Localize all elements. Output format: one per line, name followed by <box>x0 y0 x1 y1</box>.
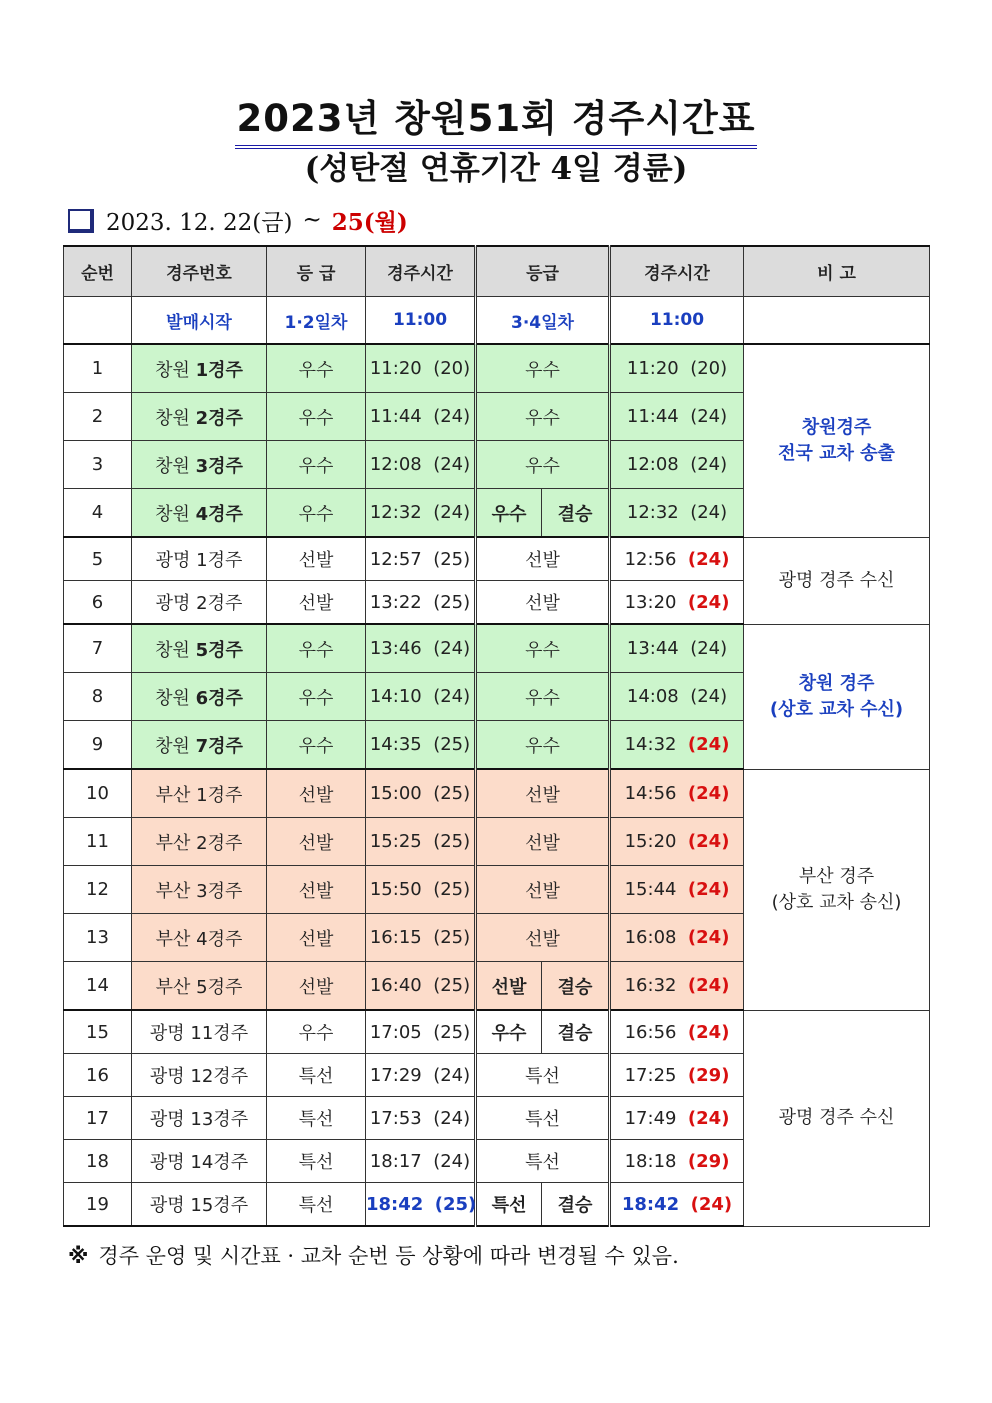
race-number: 창원 6경주 <box>132 673 267 721</box>
race-number: 창원 2경주 <box>132 393 267 441</box>
race-grade: 우수 <box>267 1010 366 1054</box>
race-number: 창원 7경주 <box>132 721 267 770</box>
row-order: 16 <box>64 1054 132 1097</box>
race-time: 15:50 (25) <box>366 866 476 914</box>
race-number: 창원 5경주 <box>132 624 267 673</box>
row-order: 13 <box>64 914 132 962</box>
race-grade-2: 특선 <box>476 1183 542 1227</box>
race-time-2: 18:42 (24) <box>610 1183 744 1227</box>
date-start: 2023. 12. 22(금) <box>106 209 293 236</box>
race-grade: 우수 <box>267 721 366 770</box>
table-row <box>64 344 930 393</box>
row-order: 11 <box>64 818 132 866</box>
table-row <box>64 624 930 673</box>
race-grade-2: 우수 <box>476 344 610 393</box>
race-grade-2: 특선 <box>476 1097 610 1140</box>
date-range <box>68 203 408 237</box>
header-grade-2: 등급 <box>476 246 610 297</box>
race-grade: 우수 <box>267 624 366 673</box>
race-time: 18:42 (25) <box>366 1183 476 1227</box>
row-order: 3 <box>64 441 132 489</box>
race-time-2: 13:20 (24) <box>610 581 744 625</box>
race-time: 17:29 (24) <box>366 1054 476 1097</box>
race-number: 부산 2경주 <box>132 818 267 866</box>
race-grade: 우수 <box>267 393 366 441</box>
race-number: 부산 3경주 <box>132 866 267 914</box>
race-time: 12:32 (24) <box>366 489 476 538</box>
table-row <box>64 769 930 818</box>
row-order: 8 <box>64 673 132 721</box>
race-time: 13:22 (25) <box>366 581 476 625</box>
race-number: 창원 3경주 <box>132 441 267 489</box>
remark-cell: 부산 경주 (상호 교차 송신) <box>744 769 930 1010</box>
remark-cell: 광명 경주 수신 <box>744 537 930 624</box>
remark-cell: 창원 경주 (상호 교차 수신) <box>744 624 930 769</box>
day-1-2: 1·2일차 <box>267 297 366 345</box>
race-number: 광명 11경주 <box>132 1010 267 1054</box>
page-subtitle: (성탄절 연휴기간 4일 경륜) <box>304 151 688 187</box>
time-1-2: 11:00 <box>366 297 476 345</box>
race-time: 14:10 (24) <box>366 673 476 721</box>
race-time-2: 11:44 (24) <box>610 393 744 441</box>
race-time: 12:08 (24) <box>366 441 476 489</box>
table-header-row <box>64 246 930 297</box>
row-order: 2 <box>64 393 132 441</box>
race-time: 17:53 (24) <box>366 1097 476 1140</box>
race-number: 창원 4경주 <box>132 489 267 538</box>
race-number: 창원 1경주 <box>132 344 267 393</box>
race-time-2: 16:32 (24) <box>610 962 744 1011</box>
table-row <box>64 537 930 581</box>
race-grade-2: 선발 <box>476 537 610 581</box>
race-number: 부산 1경주 <box>132 769 267 818</box>
race-grade-2: 우수 <box>476 393 610 441</box>
race-grade: 선발 <box>267 818 366 866</box>
race-time-2: 12:32 (24) <box>610 489 744 538</box>
remark-cell: 광명 경주 수신 <box>744 1010 930 1226</box>
race-time: 11:44 (24) <box>366 393 476 441</box>
race-grade-2: 우수 <box>476 489 542 538</box>
race-grade: 특선 <box>267 1183 366 1227</box>
header-grade: 등 급 <box>267 246 366 297</box>
race-grade: 특선 <box>267 1054 366 1097</box>
race-time: 16:40 (25) <box>366 962 476 1011</box>
row-order: 14 <box>64 962 132 1011</box>
row-order: 6 <box>64 581 132 625</box>
race-grade-2: 우수 <box>476 1010 542 1054</box>
race-time: 17:05 (25) <box>366 1010 476 1054</box>
header-time: 경주시간 <box>366 246 476 297</box>
row-order: 10 <box>64 769 132 818</box>
race-time-2: 16:08 (24) <box>610 914 744 962</box>
reference-mark-icon: ※ <box>68 1244 89 1268</box>
race-time-2: 17:25 (29) <box>610 1054 744 1097</box>
race-time: 14:35 (25) <box>366 721 476 770</box>
row-order: 7 <box>64 624 132 673</box>
final-badge: 결승 <box>542 962 610 1011</box>
race-grade: 우수 <box>267 489 366 538</box>
race-time-2: 16:56 (24) <box>610 1010 744 1054</box>
race-grade-2: 특선 <box>476 1140 610 1183</box>
race-grade-2: 우수 <box>476 673 610 721</box>
row-order: 15 <box>64 1010 132 1054</box>
time-3-4: 11:00 <box>610 297 744 345</box>
race-grade-2: 우수 <box>476 441 610 489</box>
header-race-no: 경주번호 <box>132 246 267 297</box>
row-order: 4 <box>64 489 132 538</box>
race-grade-2: 선발 <box>476 962 542 1011</box>
race-grade: 우수 <box>267 344 366 393</box>
race-grade: 선발 <box>267 866 366 914</box>
race-grade-2: 우수 <box>476 624 610 673</box>
race-number: 광명 14경주 <box>132 1140 267 1183</box>
race-grade: 우수 <box>267 673 366 721</box>
race-time-2: 12:08 (24) <box>610 441 744 489</box>
final-badge: 결승 <box>542 1010 610 1054</box>
race-number: 광명 13경주 <box>132 1097 267 1140</box>
row-order: 1 <box>64 344 132 393</box>
date-separator: ~ <box>302 207 322 233</box>
checkbox-icon <box>68 209 94 233</box>
final-badge: 결승 <box>542 489 610 538</box>
race-grade: 선발 <box>267 914 366 962</box>
race-grade-2: 선발 <box>476 769 610 818</box>
race-number: 광명 2경주 <box>132 581 267 625</box>
row-order: 5 <box>64 537 132 581</box>
race-time-2: 14:56 (24) <box>610 769 744 818</box>
race-grade: 선발 <box>267 537 366 581</box>
race-number: 광명 12경주 <box>132 1054 267 1097</box>
row-order: 18 <box>64 1140 132 1183</box>
race-time: 15:00 (25) <box>366 769 476 818</box>
footer-text: 경주 운영 및 시간표 · 교차 순번 등 상황에 따라 변경될 수 있음. <box>98 1244 679 1268</box>
row-order: 19 <box>64 1183 132 1227</box>
race-time-2: 18:18 (29) <box>610 1140 744 1183</box>
sale-start: 발매시작 <box>132 297 267 345</box>
date-end: 25(월) <box>331 208 408 236</box>
row-order: 17 <box>64 1097 132 1140</box>
footer-note <box>68 1240 679 1270</box>
row-order: 9 <box>64 721 132 770</box>
race-number: 광명 1경주 <box>132 537 267 581</box>
race-time: 15:25 (25) <box>366 818 476 866</box>
header-time-2: 경주시간 <box>610 246 744 297</box>
race-time-2: 14:32 (24) <box>610 721 744 770</box>
race-grade: 특선 <box>267 1097 366 1140</box>
race-time-2: 17:49 (24) <box>610 1097 744 1140</box>
race-grade: 선발 <box>267 581 366 625</box>
header-order: 순번 <box>64 246 132 297</box>
race-number: 부산 5경주 <box>132 962 267 1011</box>
remark-cell: 창원경주 전국 교차 송출 <box>744 344 930 537</box>
race-time: 12:57 (25) <box>366 537 476 581</box>
race-grade: 선발 <box>267 769 366 818</box>
race-schedule-table <box>63 245 930 1227</box>
final-badge: 결승 <box>542 1183 610 1227</box>
page-title: 2023년 창원51회 경주시간표 <box>0 88 992 149</box>
race-time: 13:46 (24) <box>366 624 476 673</box>
race-grade-2: 우수 <box>476 721 610 770</box>
race-time: 11:20 (20) <box>366 344 476 393</box>
race-time-2: 11:20 (20) <box>610 344 744 393</box>
race-grade: 선발 <box>267 962 366 1011</box>
race-time-2: 14:08 (24) <box>610 673 744 721</box>
race-time-2: 15:44 (24) <box>610 866 744 914</box>
race-number: 부산 4경주 <box>132 914 267 962</box>
race-time-2: 15:20 (24) <box>610 818 744 866</box>
race-grade-2: 선발 <box>476 914 610 962</box>
race-grade-2: 선발 <box>476 818 610 866</box>
race-time-2: 13:44 (24) <box>610 624 744 673</box>
race-grade: 우수 <box>267 441 366 489</box>
race-grade: 특선 <box>267 1140 366 1183</box>
day-3-4: 3·4일차 <box>476 297 610 345</box>
race-time: 18:17 (24) <box>366 1140 476 1183</box>
table-row <box>64 1010 930 1054</box>
header-remark: 비 고 <box>744 246 930 297</box>
race-time: 16:15 (25) <box>366 914 476 962</box>
table-body <box>64 344 930 1226</box>
row-order: 12 <box>64 866 132 914</box>
race-time-2: 12:56 (24) <box>610 537 744 581</box>
race-number: 광명 15경주 <box>132 1183 267 1227</box>
table-subheader-row <box>64 297 930 345</box>
race-grade-2: 특선 <box>476 1054 610 1097</box>
race-grade-2: 선발 <box>476 866 610 914</box>
race-grade-2: 선발 <box>476 581 610 625</box>
